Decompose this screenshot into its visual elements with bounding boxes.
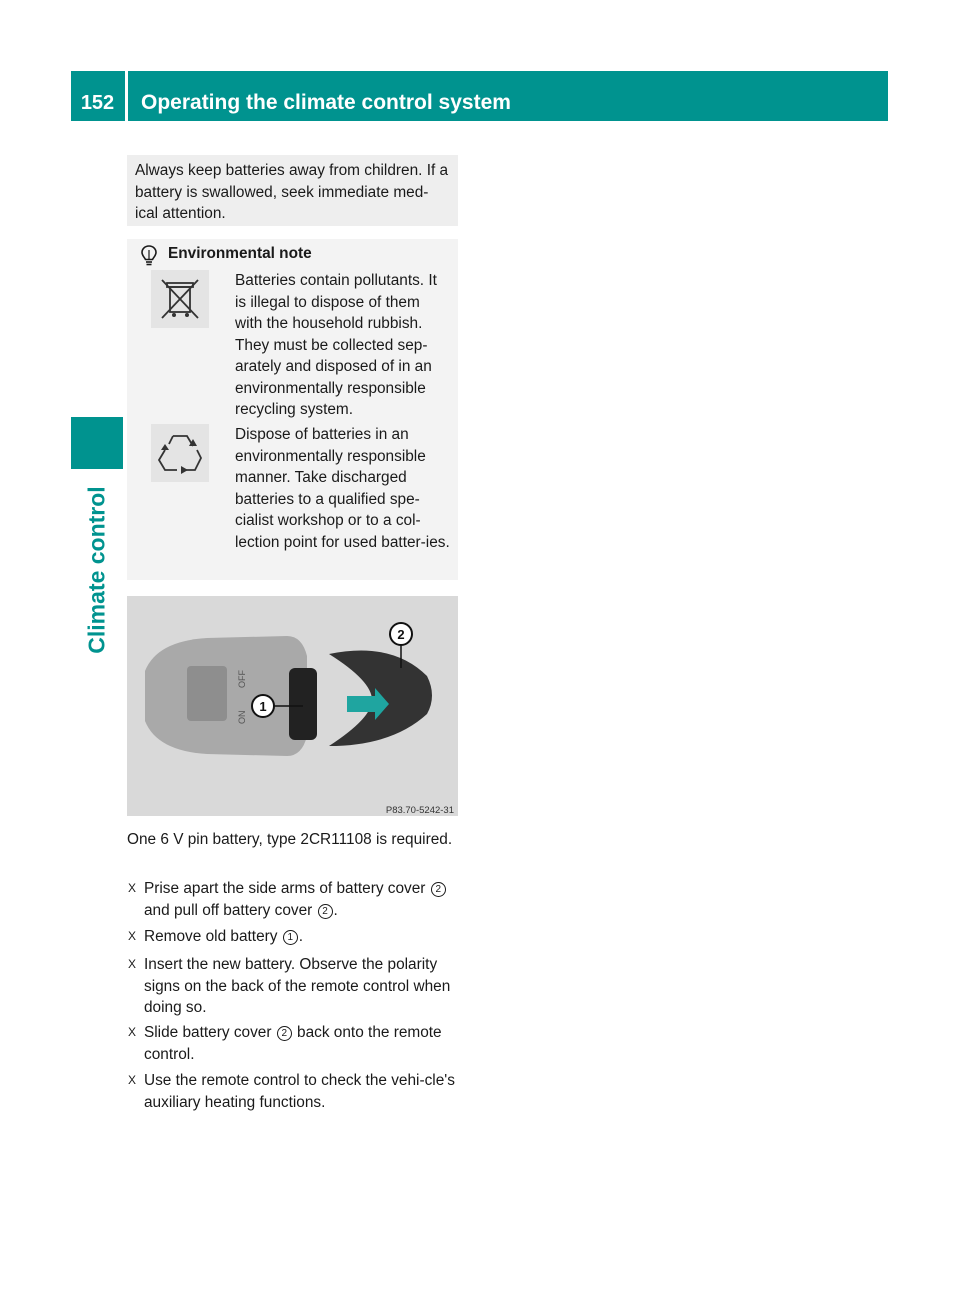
environmental-note-title: Environmental note xyxy=(168,245,312,262)
device-label-off: OFF xyxy=(237,670,247,688)
disposal-note-text: Dispose of batteries in an environmentally responsible manner. Take discharged batteries to a qualified spe-cialist workshop or to a col-lection point for used batter-ies. xyxy=(235,426,450,551)
page-header xyxy=(71,71,888,121)
instruction-step xyxy=(127,878,462,921)
step-text: back onto the remote control. xyxy=(144,1024,442,1063)
reference-number: 1 xyxy=(283,930,298,945)
illustration-code: P83.70-5242-31 xyxy=(385,805,454,816)
instruction-step xyxy=(127,926,462,948)
warning-box xyxy=(127,155,458,226)
step-marker-icon: X xyxy=(128,1073,137,1087)
step-text: Slide battery cover xyxy=(144,1024,276,1041)
step-marker-icon: X xyxy=(128,929,137,943)
reference-number: 2 xyxy=(277,1026,292,1041)
step-text: Insert the new battery. Observe the polarity signs on the back of the remote control when doing so. xyxy=(144,956,451,1016)
recycle-icon xyxy=(151,424,209,482)
callout-2: 2 xyxy=(397,627,405,642)
reference-number: 2 xyxy=(431,882,446,897)
step-marker-icon: X xyxy=(128,881,137,895)
instruction-step xyxy=(127,1022,462,1065)
pollutants-note-text: Batteries contain pollutants. It is illegal to dispose of them with the household rubbish. They must be collected sep-arately and disposed of in an environmentally responsible recycling system. xyxy=(235,272,437,418)
warning-text: Always keep batteries away from children. If a battery is swallowed, seek immediate med-ical attention. xyxy=(135,162,449,222)
crossed-bin-icon xyxy=(151,270,209,328)
step-text: Prise apart the side arms of battery cover xyxy=(144,880,430,897)
page-number: 152 xyxy=(80,92,115,114)
lightbulb-icon xyxy=(141,245,157,267)
header-divider xyxy=(125,71,128,121)
page-title: Operating the climate control system xyxy=(141,91,511,114)
step-text: Remove old battery xyxy=(144,928,282,945)
step-text: . xyxy=(333,901,338,919)
environmental-note-box xyxy=(127,239,458,580)
callout-1: 1 xyxy=(259,699,267,714)
step-text: . xyxy=(298,928,304,945)
battery-requirement-text: One 6 V pin battery, type 2CR11108 is required. xyxy=(127,831,453,848)
instruction-step xyxy=(127,1070,462,1113)
step-text: and pull off battery cover xyxy=(144,901,317,919)
instruction-step xyxy=(127,954,462,1019)
step-marker-icon: X xyxy=(128,1025,137,1039)
step-marker-icon: X xyxy=(128,957,137,971)
reference-number: 2 xyxy=(318,904,333,919)
section-side-label xyxy=(71,480,123,660)
device-label-on: ON xyxy=(237,710,247,724)
step-text: Use the remote control to check the vehi-cle's auxiliary heating functions. xyxy=(144,1072,455,1111)
section-tab-marker xyxy=(71,417,123,469)
side-label-text: Climate control xyxy=(83,486,110,654)
battery-replacement-illustration xyxy=(127,596,458,816)
